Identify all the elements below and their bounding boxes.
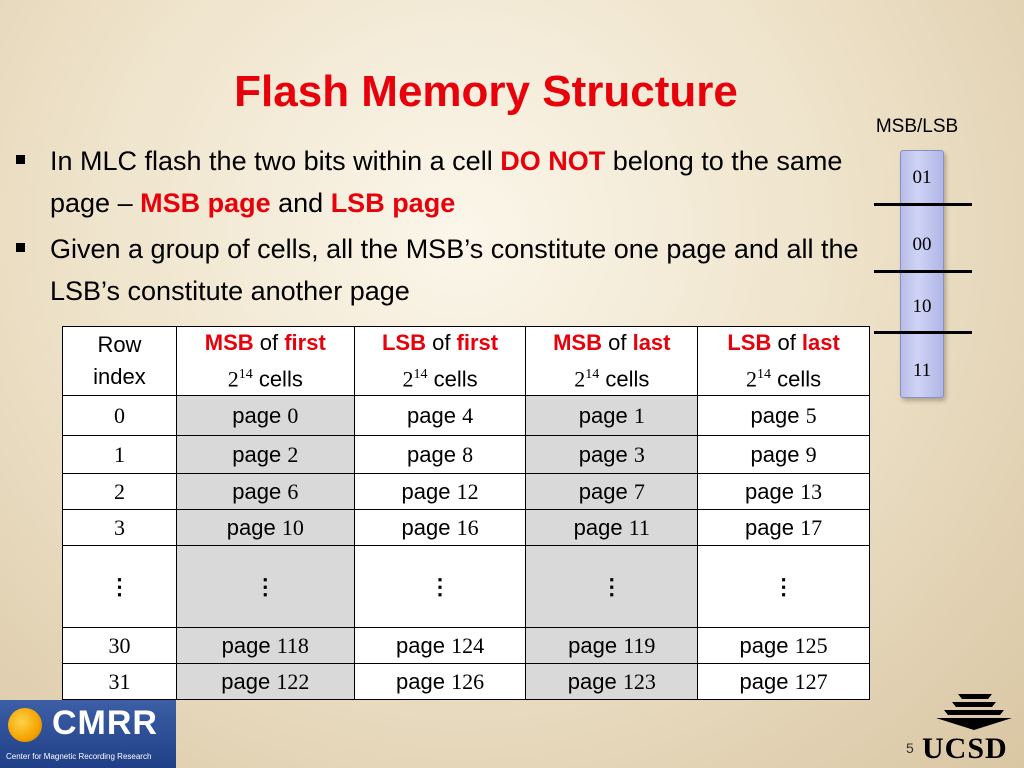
page-word: page [578, 402, 628, 428]
page-cell [698, 396, 870, 436]
bullet-text: Given a group of cells, all the MSB’s constitute one page and all the LSB’s constitute another page [50, 234, 859, 306]
state-divider [874, 270, 972, 273]
page-cell [526, 664, 698, 700]
page-word: page [401, 514, 451, 540]
page-word: page [750, 402, 800, 428]
page-number: 9 [805, 441, 817, 467]
page-cell [526, 436, 698, 474]
cell-state-value: 11 [912, 360, 932, 381]
page-word: page [396, 632, 445, 658]
table-body [63, 396, 870, 700]
ucsd-logo: UCSD [922, 732, 1008, 765]
slide-number: 5 [906, 740, 914, 756]
page-cell [176, 396, 354, 436]
page-word: page [567, 668, 617, 694]
cell-state-value: 01 [912, 167, 932, 188]
page-cell [526, 510, 698, 546]
row-index-cell: 2 [63, 474, 177, 510]
row-index-cell: 30 [63, 628, 177, 664]
page-word: page [739, 632, 789, 658]
page-number: 17 [800, 514, 823, 540]
page-number: 4 [462, 402, 474, 428]
page-mapping-table [62, 326, 870, 700]
page-number: 10 [281, 514, 304, 540]
page-number: 13 [800, 478, 823, 504]
page-number: 123 [622, 668, 656, 694]
page-cell [526, 474, 698, 510]
page-word: page [578, 441, 628, 467]
page-number: 7 [633, 478, 645, 504]
ucsd-emblem-icon [934, 690, 1014, 734]
page-cell: ⋮ [354, 546, 526, 628]
table-row [63, 436, 870, 474]
header-msb-first: MSB of first $2^{14}$ cells [176, 327, 354, 396]
state-divider [874, 331, 972, 334]
page-cell: ⋮ [176, 546, 354, 628]
row-index-cell: 1 [63, 436, 177, 474]
row-index-cell: ⋮ [63, 546, 177, 628]
page-word: page [573, 514, 623, 540]
bullet-item [12, 228, 874, 312]
square-bullet-icon [16, 243, 25, 252]
page-word: page [578, 478, 628, 504]
page-number: 16 [456, 514, 479, 540]
page-cell: ⋮ [698, 546, 870, 628]
page-cell [698, 510, 870, 546]
table-row [63, 628, 870, 664]
bullet-list [12, 140, 874, 316]
page-number: 3 [633, 441, 645, 467]
page-cell [354, 396, 526, 436]
cmrr-emblem-icon [8, 708, 42, 742]
header-msb-last: MSB of last $2^{14}$ cells [526, 327, 698, 396]
page-cell [176, 510, 354, 546]
page-number: 12 [456, 478, 479, 504]
page-word: page [745, 514, 794, 540]
page-cell [698, 436, 870, 474]
page-number: 124 [451, 632, 485, 658]
state-divider [874, 203, 972, 206]
header-lsb-first: LSB of first $2^{14}$ cells [354, 327, 526, 396]
page-cell [176, 628, 354, 664]
row-index-cell: 0 [63, 396, 177, 436]
page-cell [176, 664, 354, 700]
page-number: 118 [276, 632, 309, 658]
page-cell [176, 436, 354, 474]
page-word: page [221, 668, 271, 694]
table-row [63, 546, 870, 628]
page-cell [526, 396, 698, 436]
page-cell [354, 510, 526, 546]
page-cell [698, 474, 870, 510]
bullet-item [12, 140, 874, 224]
page-word: page [232, 441, 282, 467]
page-cell [176, 474, 354, 510]
slide-title: Flash Memory Structure [234, 67, 738, 116]
header-row-index: Row index [63, 327, 177, 396]
page-cell [354, 628, 526, 664]
page-word: page [226, 514, 276, 540]
page-word: page [739, 668, 789, 694]
cell-state-value: 00 [912, 234, 932, 255]
cell-state-value: 10 [912, 296, 932, 317]
page-cell [354, 474, 526, 510]
page-cell [526, 628, 698, 664]
page-word: page [407, 402, 456, 428]
square-bullet-icon [16, 155, 25, 164]
page-word: page [396, 668, 445, 694]
page-cell [698, 664, 870, 700]
cmrr-logo: CMRR Center for Magnetic Recording Research [0, 700, 176, 768]
page-number: 0 [287, 402, 299, 428]
page-word: page [407, 441, 456, 467]
page-cell [354, 664, 526, 700]
page-word: page [401, 478, 451, 504]
page-number: 127 [794, 668, 828, 694]
page-number: 125 [794, 632, 828, 658]
table-row [63, 474, 870, 510]
header-lsb-last: LSB of last $2^{14}$ cells [698, 327, 870, 396]
page-cell [354, 436, 526, 474]
table-row [63, 510, 870, 546]
page-number: 1 [633, 402, 645, 428]
page-number: 119 [623, 632, 656, 658]
page-word: page [568, 632, 618, 658]
page-number: 6 [287, 478, 299, 504]
msb-lsb-label: MSB/LSB [875, 116, 959, 137]
page-number: 122 [276, 668, 310, 694]
table-row [63, 664, 870, 700]
table-header-row [63, 327, 870, 396]
row-index-cell: 31 [63, 664, 177, 700]
page-number: 5 [805, 402, 817, 428]
row-index-cell: 3 [63, 510, 177, 546]
page-cell: ⋮ [526, 546, 698, 628]
bullet-text: In MLC flash the two bits within a cell DO NOT belong to the same page – MSB page and LSB page [50, 146, 843, 218]
table-row [63, 396, 870, 436]
page-word: page [745, 478, 794, 504]
page-number: 2 [287, 441, 299, 467]
page-word: page [750, 441, 800, 467]
page-word: page [232, 402, 282, 428]
page-cell [698, 628, 870, 664]
page-number: 11 [628, 514, 650, 540]
page-number: 126 [451, 668, 485, 694]
page-word: page [232, 478, 282, 504]
page-number: 8 [462, 441, 474, 467]
page-word: page [221, 632, 271, 658]
